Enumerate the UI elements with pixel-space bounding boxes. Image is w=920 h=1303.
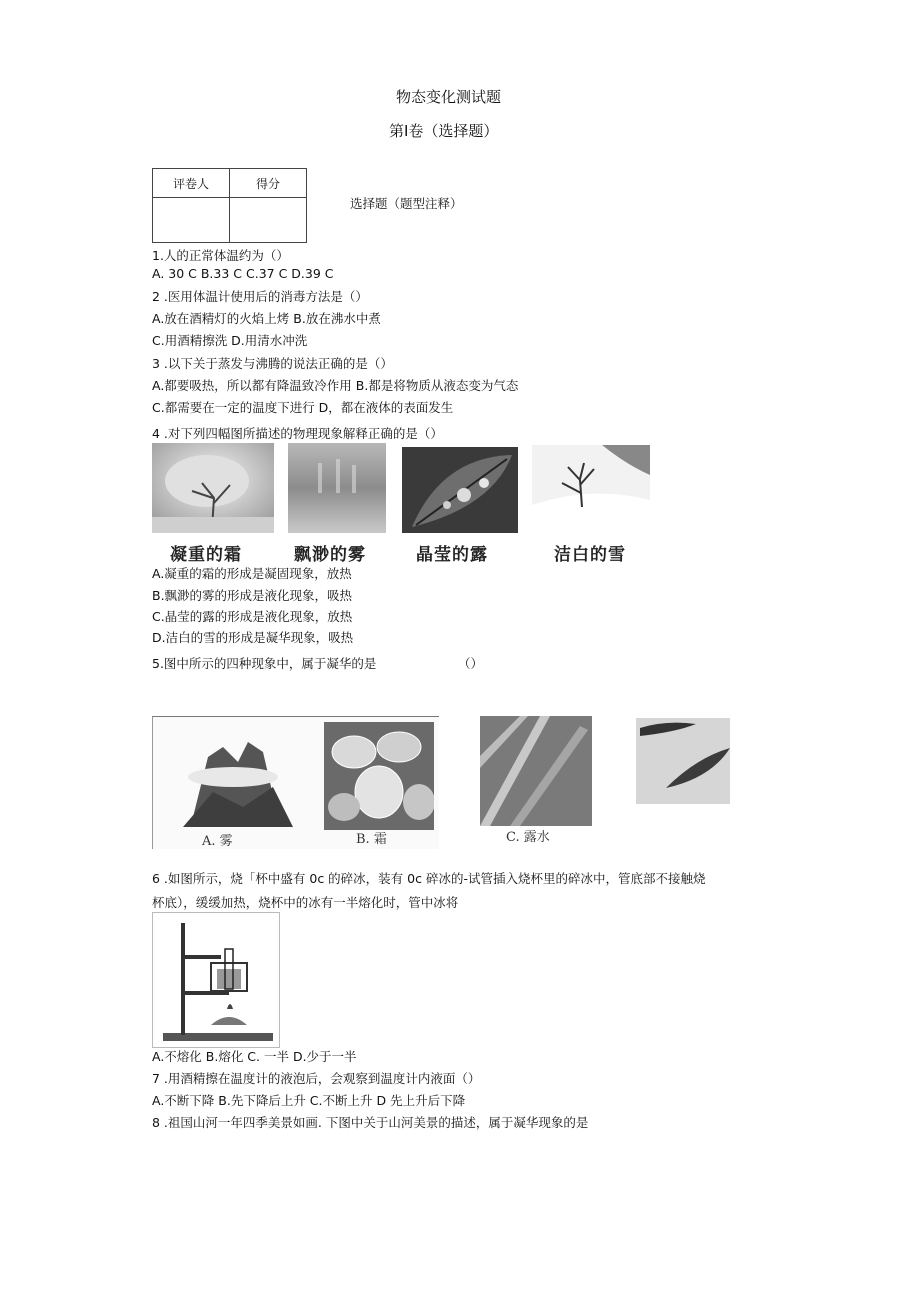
q5-caption-c: C. 露水 xyxy=(506,830,550,845)
heating-apparatus-image xyxy=(152,912,280,1048)
dew-image xyxy=(402,447,518,533)
snow-image xyxy=(532,445,650,533)
q1-options: A. 30 C B.33 C C.37 C D.39 C xyxy=(152,266,334,281)
grader-header: 评卷人 xyxy=(153,169,230,198)
q1-stem: 1.人的正常体温约为（） xyxy=(152,248,289,263)
fog-image xyxy=(288,443,386,533)
q5-image-d xyxy=(636,718,730,804)
q6-stem-line2: 杯底），缓缓加热，烧杯中的冰有一半熔化时，管中冰将 xyxy=(152,895,459,910)
caption-fog: 飘渺的雾 xyxy=(294,545,366,565)
dew-leaf-illustration xyxy=(402,447,518,533)
section-title: 第Ⅰ卷（选择题） xyxy=(389,122,499,140)
q4-option-c: C.晶莹的露的形成是液化现象，放热 xyxy=(152,609,353,624)
q5-stem: 5.图中所示的四种现象中，属于凝华的是 xyxy=(152,656,377,671)
dew-grass-image xyxy=(480,716,592,826)
q4-option-b: B.飘渺的雾的形成是液化现象，吸热 xyxy=(152,588,353,603)
q3-stem: 3 .以下关于蒸发与沸腾的说法正确的是（） xyxy=(152,356,393,371)
caption-dew: 晶莹的露 xyxy=(416,545,488,565)
grader-cell xyxy=(153,198,230,243)
q4-stem: 4 .对下列四幅图所描述的物理现象解释正确的是（） xyxy=(152,426,443,441)
caption-frost: 凝重的霜 xyxy=(170,545,242,565)
q8-stem: 8 .祖国山河一年四季美景如画. 下图中关于山河美景的描述，属于凝华现象的是 xyxy=(152,1115,589,1130)
beaker-apparatus-illustration xyxy=(153,913,279,1047)
dew-grass-illustration xyxy=(480,716,592,826)
score-header: 得分 xyxy=(230,169,307,198)
score-cell xyxy=(230,198,307,243)
frost-tree-illustration xyxy=(152,443,274,533)
frost-leaves-image xyxy=(324,722,434,830)
q4-option-d: D.洁白的雪的形成是凝华现象，吸热 xyxy=(152,630,354,645)
q7-options: A.不断下降 B.先下降后上升 C.不断上升 D 先上升后下降 xyxy=(152,1093,466,1108)
q2-options-2: C.用酒精擦洗 D.用清水冲洗 xyxy=(152,333,308,348)
section-note: 选择题（题型注释） xyxy=(350,196,463,211)
q4-option-a: A.凝重的霜的形成是凝固现象，放热 xyxy=(152,566,352,581)
q5-caption-b: B. 霜 xyxy=(356,832,387,847)
q2-stem: 2 .医用体温计使用后的消毒方法是（） xyxy=(152,289,368,304)
q3-options-2: C.都需要在一定的温度下进行 D，都在液体的表面发生 xyxy=(152,400,454,415)
fog-illustration xyxy=(288,443,386,533)
q6-stem-line1: 6 .如图所示，烧「杯中盛有 0c 的碎冰，装有 0c 碎冰的-试管插入烧杯里的碎冰中，管底部不接触烧 xyxy=(152,871,706,886)
caption-snow: 洁白的雪 xyxy=(554,545,626,565)
frosted-leaf-illustration xyxy=(636,718,730,804)
q3-options-1: A.都要吸热，所以都有降温致冷作用 B.都是将物质从液态变为气态 xyxy=(152,378,519,393)
q5-caption-a: A. 雾 xyxy=(202,834,233,849)
page-title: 物态变化测试题 xyxy=(396,88,502,106)
snow-tree-illustration xyxy=(532,445,650,533)
q7-stem: 7 .用酒精擦在温度计的液泡后，会观察到温度计内液面（） xyxy=(152,1071,481,1086)
frost-image xyxy=(152,443,274,533)
q2-options-1: A.放在酒精灯的火焰上烤 B.放在沸水中煮 xyxy=(152,311,381,326)
q5-answer-paren: （） xyxy=(458,656,484,671)
frost-leaves-illustration xyxy=(324,722,434,830)
score-table xyxy=(152,168,307,243)
q6-options: A.不熔化 B.熔化 C. 一半 D.少于一半 xyxy=(152,1049,357,1064)
